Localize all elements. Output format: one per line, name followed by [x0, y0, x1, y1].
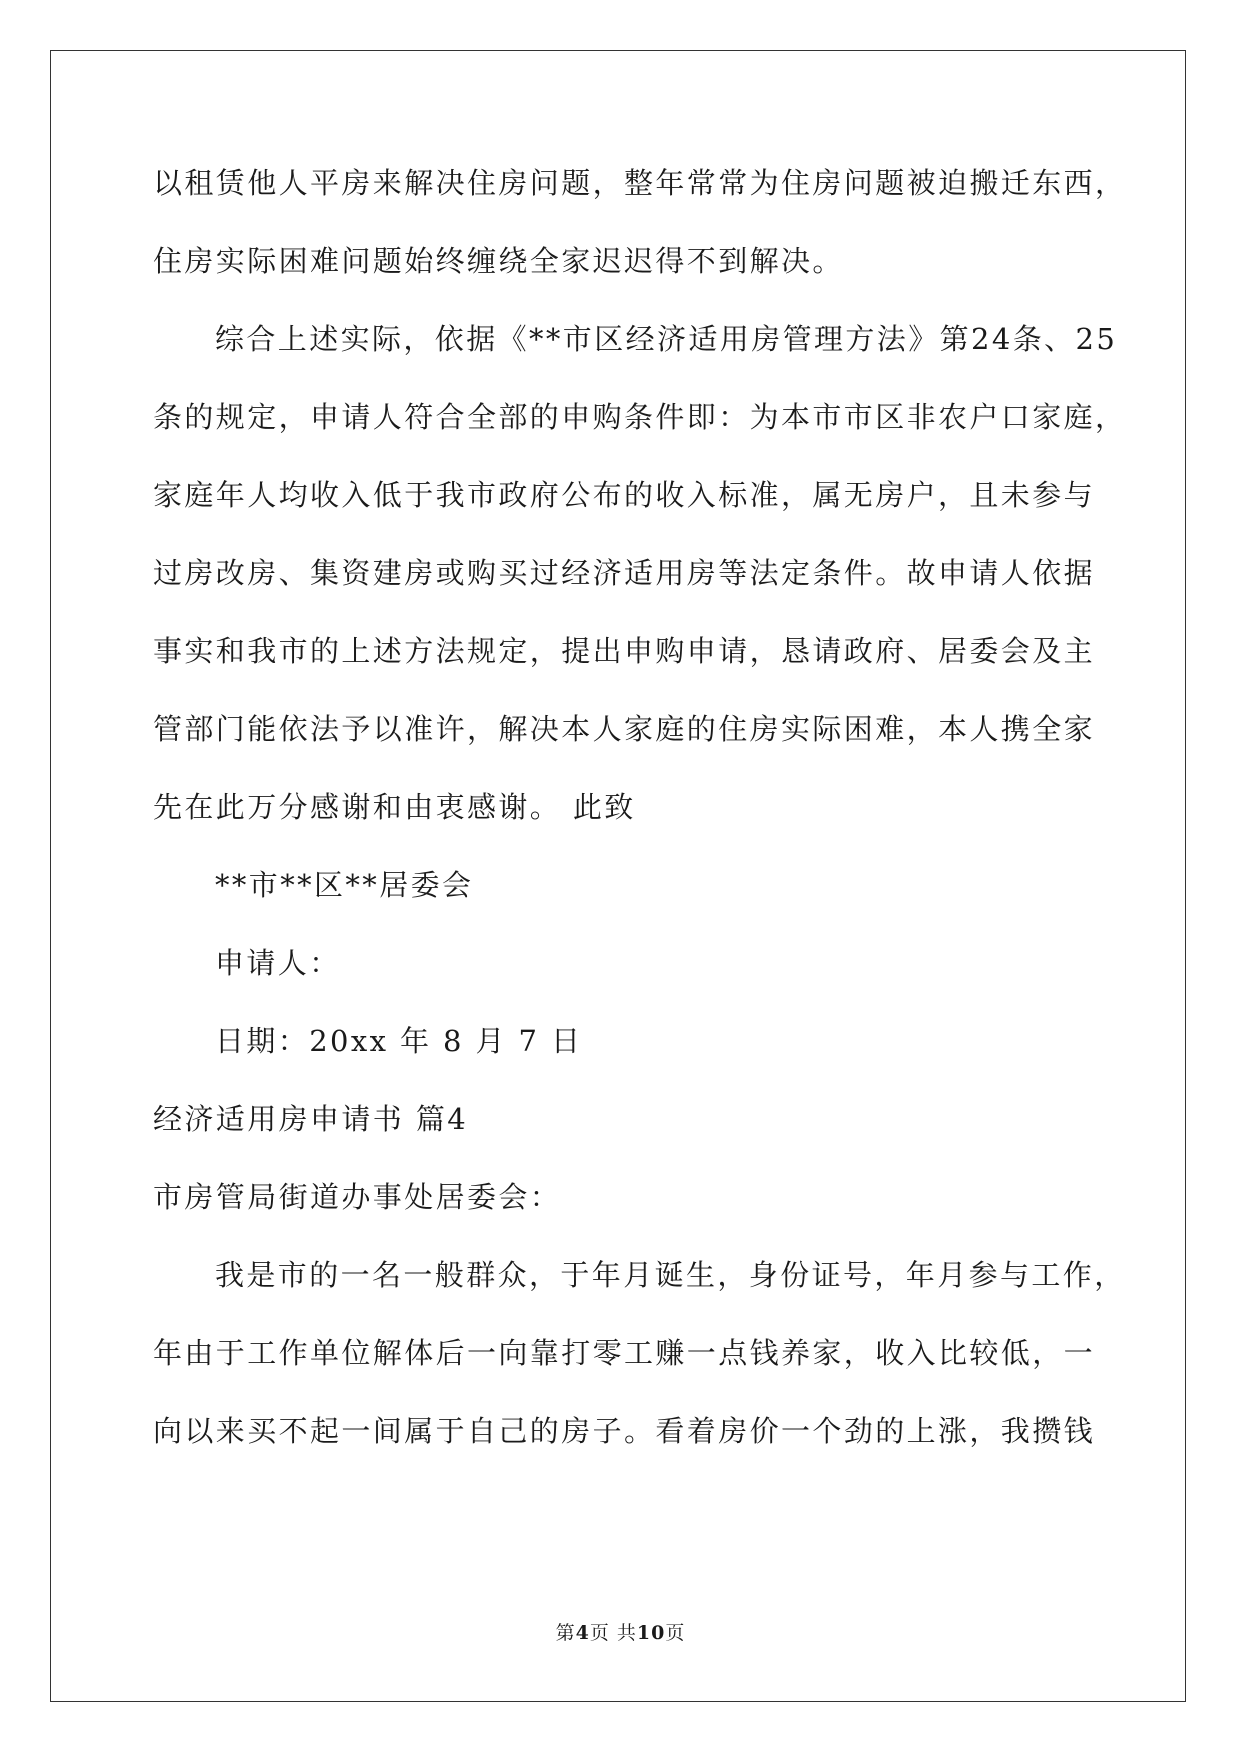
footer-suffix: 页 — [665, 1622, 686, 1644]
footer-prefix: 第 — [555, 1622, 576, 1644]
text-line: 条的规定，申请人符合全部的申购条件即：为本市市区非农户口家庭， — [153, 400, 1127, 434]
addressee-line: 市房管局街道办事处居委会： — [153, 1180, 562, 1214]
text-line: 先在此万分感谢和由衷感谢。 此致 — [153, 790, 636, 824]
date-line: 日期：20xx 年 8 月 7 日 — [215, 1024, 583, 1058]
footer-middle: 页 共 — [589, 1622, 637, 1644]
text-line: 过房改房、集资建房或购买过经济适用房等法定条件。故申请人依据 — [153, 556, 1096, 590]
recipient-line: **市**区**居委会 — [215, 868, 474, 902]
document-body — [153, 165, 1127, 1491]
section-title: 经济适用房申请书 篇4 — [153, 1102, 469, 1136]
text-line: 家庭年人均收入低于我市政府公布的收入标准，属无房户，且未参与 — [153, 478, 1096, 512]
page-footer — [0, 1621, 1241, 1645]
text-line: 住房实际困难问题始终缠绕全家迟迟得不到解决。 — [153, 244, 844, 278]
text-line: 以租赁他人平房来解决住房问题，整年常常为住房问题被迫搬迁东西， — [153, 166, 1127, 200]
text-line: 综合上述实际，依据《**市区经济适用房管理方法》第24条、25 — [215, 322, 1118, 356]
text-line: 我是市的一名一般群众，于年月诞生，身份证号，年月参与工作， — [215, 1258, 1126, 1292]
text-line: 管部门能依法予以准许，解决本人家庭的住房实际困难，本人携全家 — [153, 712, 1096, 746]
text-line: 年由于工作单位解体后一向靠打零工赚一点钱养家，收入比较低，一 — [153, 1336, 1096, 1370]
text-line: 向以来买不起一间属于自己的房子。看着房价一个劲的上涨，我攒钱 — [153, 1414, 1096, 1448]
applicant-line: 申请人： — [215, 946, 341, 980]
footer-total-pages: 10 — [636, 1622, 666, 1644]
text-line: 事实和我市的上述方法规定，提出申购申请，恳请政府、居委会及主 — [153, 634, 1096, 668]
footer-page-number: 4 — [575, 1622, 590, 1644]
